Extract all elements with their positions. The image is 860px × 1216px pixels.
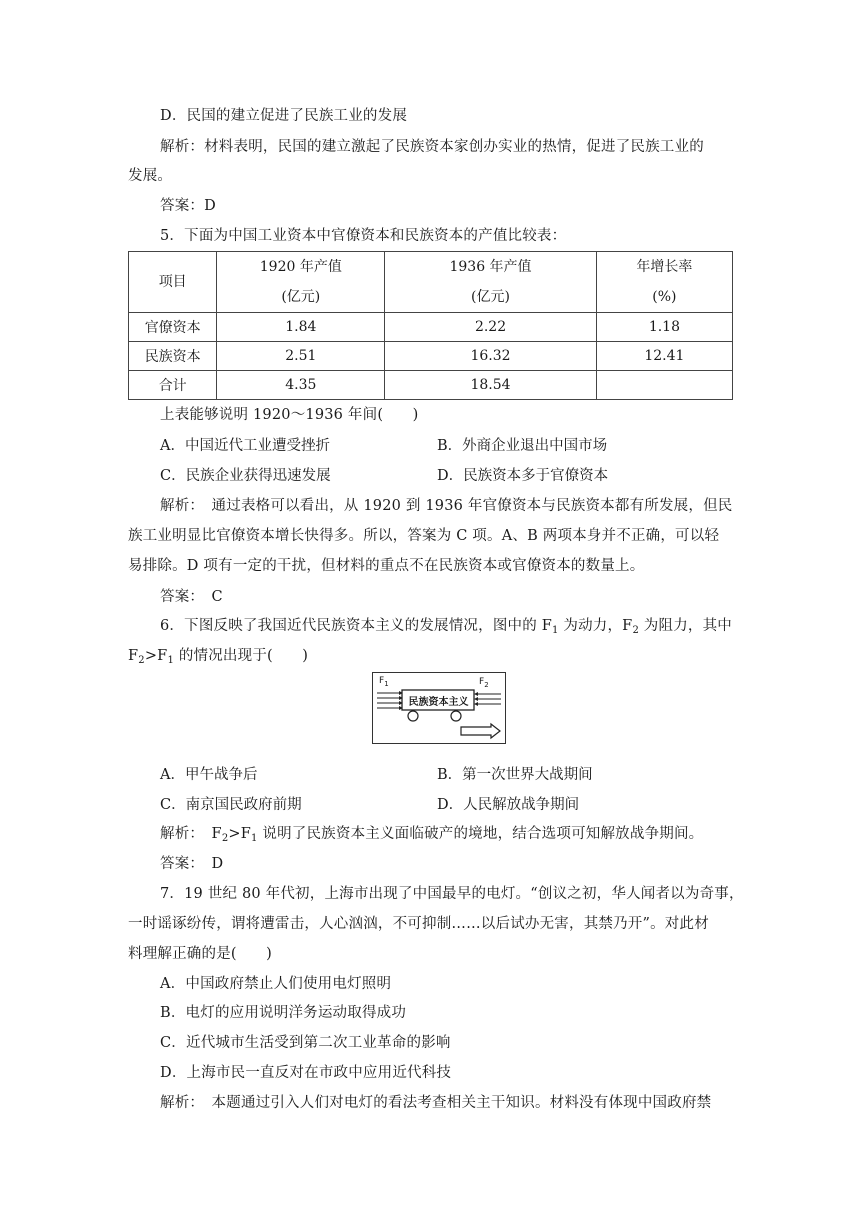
q4-option-d: D．民国的建立促进了民族工业的发展 [160,108,408,124]
q6-answer: 答案： D [160,856,224,872]
q7-option-d: D．上海市民一直反对在市政中应用近代科技 [160,1065,452,1081]
q6-stem-line1: 6．下图反映了我国近代民族资本主义的发展情况，图中的 $F_1$ 为动力，$F_2$ 为阻力，其中 [160,618,733,636]
header-growth: 年增长率 (%) [596,252,732,313]
table-cell: 2.22 [385,313,597,342]
q5-option-d: D．民族资本多于官僚资本 [437,468,609,484]
force-diagram [372,672,506,744]
table-cell: 民族资本 [129,342,217,371]
table-cell: 合计 [129,371,217,400]
q6-option-a: A．甲午战争后 [160,767,258,783]
table-cell: 4.35 [217,371,385,400]
table-cell: 18.54 [385,371,597,400]
table-cell: 1.84 [217,313,385,342]
f1-label: $F_1$ [379,676,389,688]
q7-stem-line3: 料理解正确的是( ) [128,946,273,962]
q4-answer: 答案：D [160,198,216,214]
f2-label: $F_2$ [479,677,489,689]
table-cell: 官僚资本 [129,313,217,342]
table-header-row [129,252,733,313]
q6-analysis: 解析： $F_2>F_1$ 说明了民族资本主义面临破产的境地，结合选项可知解放战争期间。 [160,826,704,844]
q5-data-table [128,251,733,400]
table-row [129,342,733,371]
header-1920: 1920 年产值 (亿元) [217,252,385,313]
table-row [129,371,733,400]
q5-answer: 答案： C [160,589,223,605]
q5-analysis-line3: 易排除。D 项有一定的干扰，但材料的重点不在民族资本或官僚资本的数量上。 [128,558,645,574]
q6-option-c: C．南京国民政府前期 [160,797,302,813]
q6-option-b: B．第一次世界大战期间 [437,767,593,783]
q5-option-c: C．民族企业获得迅速发展 [160,468,331,484]
table-cell: 12.41 [596,342,732,371]
q5-stem: 5．下面为中国工业资本中官僚资本和民族资本的产值比较表： [160,228,567,244]
q4-analysis-line2: 发展。 [128,168,173,184]
q5-option-a: A．中国近代工业遭受挫折 [160,438,330,454]
table-cell: 1.18 [596,313,732,342]
q7-option-c: C．近代城市生活受到第二次工业革命的影响 [160,1035,451,1051]
header-item: 项目 [129,252,217,313]
q7-stem-line2: 一时谣诼纷传，谓将遭雷击，人心汹汹，不可抑制……以后试办无害，其禁乃开”。对此材 [128,916,709,932]
q5-question: 上表能够说明 1920～1936 年间( ) [160,407,419,423]
q7-stem-line1: 7．19 世纪 80 年代初，上海市出现了中国最早的电灯。“创议之初，华人闻者以为奇事， [160,886,744,902]
q7-option-a: A．中国政府禁止人们使用电灯照明 [160,976,392,992]
q7-option-b: B．电灯的应用说明洋务运动取得成功 [160,1005,407,1021]
q7-analysis-line1: 解析： 本题通过引入人们对电灯的看法考查相关主干知识。材料没有体现中国政府禁 [160,1095,712,1111]
q5-analysis-line2: 族工业明显比官僚资本增长快得多。所以，答案为 C 项。A、B 两项本身并不正确，可以轻 [128,528,720,544]
q6-stem-line2: $F_2>F_1$ 的情况出现于( ) [128,648,309,666]
table-cell: 2.51 [217,342,385,371]
q5-analysis-line1: 解析： 通过表格可以看出，从 1920 到 1936 年官僚资本与民族资本都有所发展，但民 [160,498,733,514]
diagram-box-label: 民族资本主义 [408,697,469,708]
table-cell [596,371,732,400]
table-cell: 16.32 [385,342,597,371]
table-row [129,313,733,342]
q4-analysis-line1: 解析：材料表明，民国的建立激起了民族资本家创办实业的热情，促进了民族工业的 [160,139,704,155]
q6-option-d: D．人民解放战争期间 [437,797,580,813]
header-1936: 1936 年产值 (亿元) [385,252,597,313]
q5-option-b: B．外商企业退出中国市场 [437,438,608,454]
